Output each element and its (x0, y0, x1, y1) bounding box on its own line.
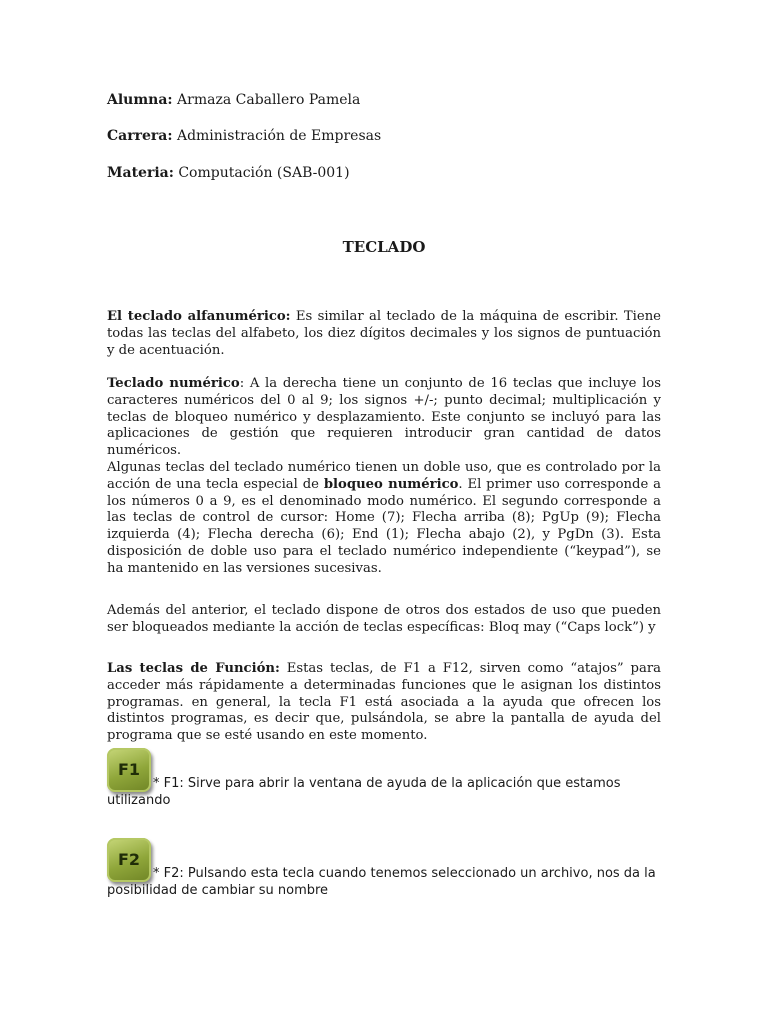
alumna-value: Armaza Caballero Pamela (177, 92, 361, 108)
f2-key-icon: F2 (107, 838, 151, 882)
carrera-label: Carrera: (107, 128, 173, 144)
paragraph-text: . El primer uso corresponde a los números 0 a 9, es el denominado modo numérico. El segundo corresponde a las teclas de control de cursor: Home (7); Flecha arriba (8); PgUp (9); Flecha izquierda (4); Flecha derecha (6); End (1); Flecha abajo (2), y PgDn (3). Esta disposición de doble uso para el teclado numérico independiente (“keypad”), se ha mantenido en las versiones sucesivas. (107, 476, 661, 576)
f1-key-icon: F1 (107, 748, 151, 792)
paragraph-heading: Las teclas de Función: (107, 661, 280, 676)
f1-description: * F1: Sirve para abrir la ventana de ayuda de la aplicación que estamos utilizando (107, 776, 621, 808)
paragraph-estados (107, 603, 661, 637)
materia-label: Materia: (107, 165, 174, 181)
paragraph-heading: El teclado alfanumérico: (107, 309, 291, 324)
page-title: TECLADO (342, 238, 426, 256)
alumna-line (107, 92, 360, 108)
paragraph-funcion (107, 661, 661, 745)
paragraph-text: Además del anterior, el teclado dispone de otros dos estados de uso que pueden ser bloqueados mediante la acción de teclas específicas: Bloq may (“Caps lock”) y (107, 603, 661, 635)
paragraph-text: Algunas teclas del teclado numérico tienen un doble uso, que es controlado por la acción de una tecla especial de (107, 460, 661, 492)
paragraph-text: Es similar al teclado de la máquina de escribir. Tiene todas las teclas del alfabeto, los diez dígitos decimales y los signos de puntuación y de acentuación. (107, 309, 661, 358)
paragraph-text: Estas teclas, de F1 a F12, sirven como “atajos” para acceder más rápidamente a determinadas funciones que le asignan los distintos programas. en general, la tecla F1 está asociada a la ayuda que ofrecen los distintos programas, es decir que, pulsándola, se abre la pantalla de ayuda del programa que se esté usando en este momento. (107, 661, 661, 744)
f2-entry (107, 838, 661, 899)
paragraph-alfanumerico (107, 309, 661, 359)
carrera-line (107, 128, 381, 144)
alumna-label: Alumna: (107, 92, 173, 108)
paragraph-bold: bloqueo numérico (323, 476, 459, 492)
paragraph-numerico (107, 376, 661, 460)
paragraph-heading: Teclado numérico (107, 376, 240, 391)
paragraph-doble-uso (107, 460, 661, 578)
carrera-value: Administración de Empresas (176, 128, 382, 144)
paragraph-text: : A la derecha tiene un conjunto de 16 teclas que incluye los caracteres numéricos del 0 al 9; los signos +/-; punto decimal; multiplicación y teclas de bloqueo numérico y desplazamiento. Este conjunto se incluyó para las aplicaciones de gestión que requieren introducir gran cantidad de datos numéricos. (107, 376, 661, 459)
f1-entry (107, 748, 661, 809)
f2-description: * F2: Pulsando esta tecla cuando tenemos seleccionado un archivo, nos da la posibilidad de cambiar su nombre (107, 866, 656, 898)
materia-value: Computación (SAB-001) (178, 165, 350, 181)
materia-line (107, 165, 350, 181)
